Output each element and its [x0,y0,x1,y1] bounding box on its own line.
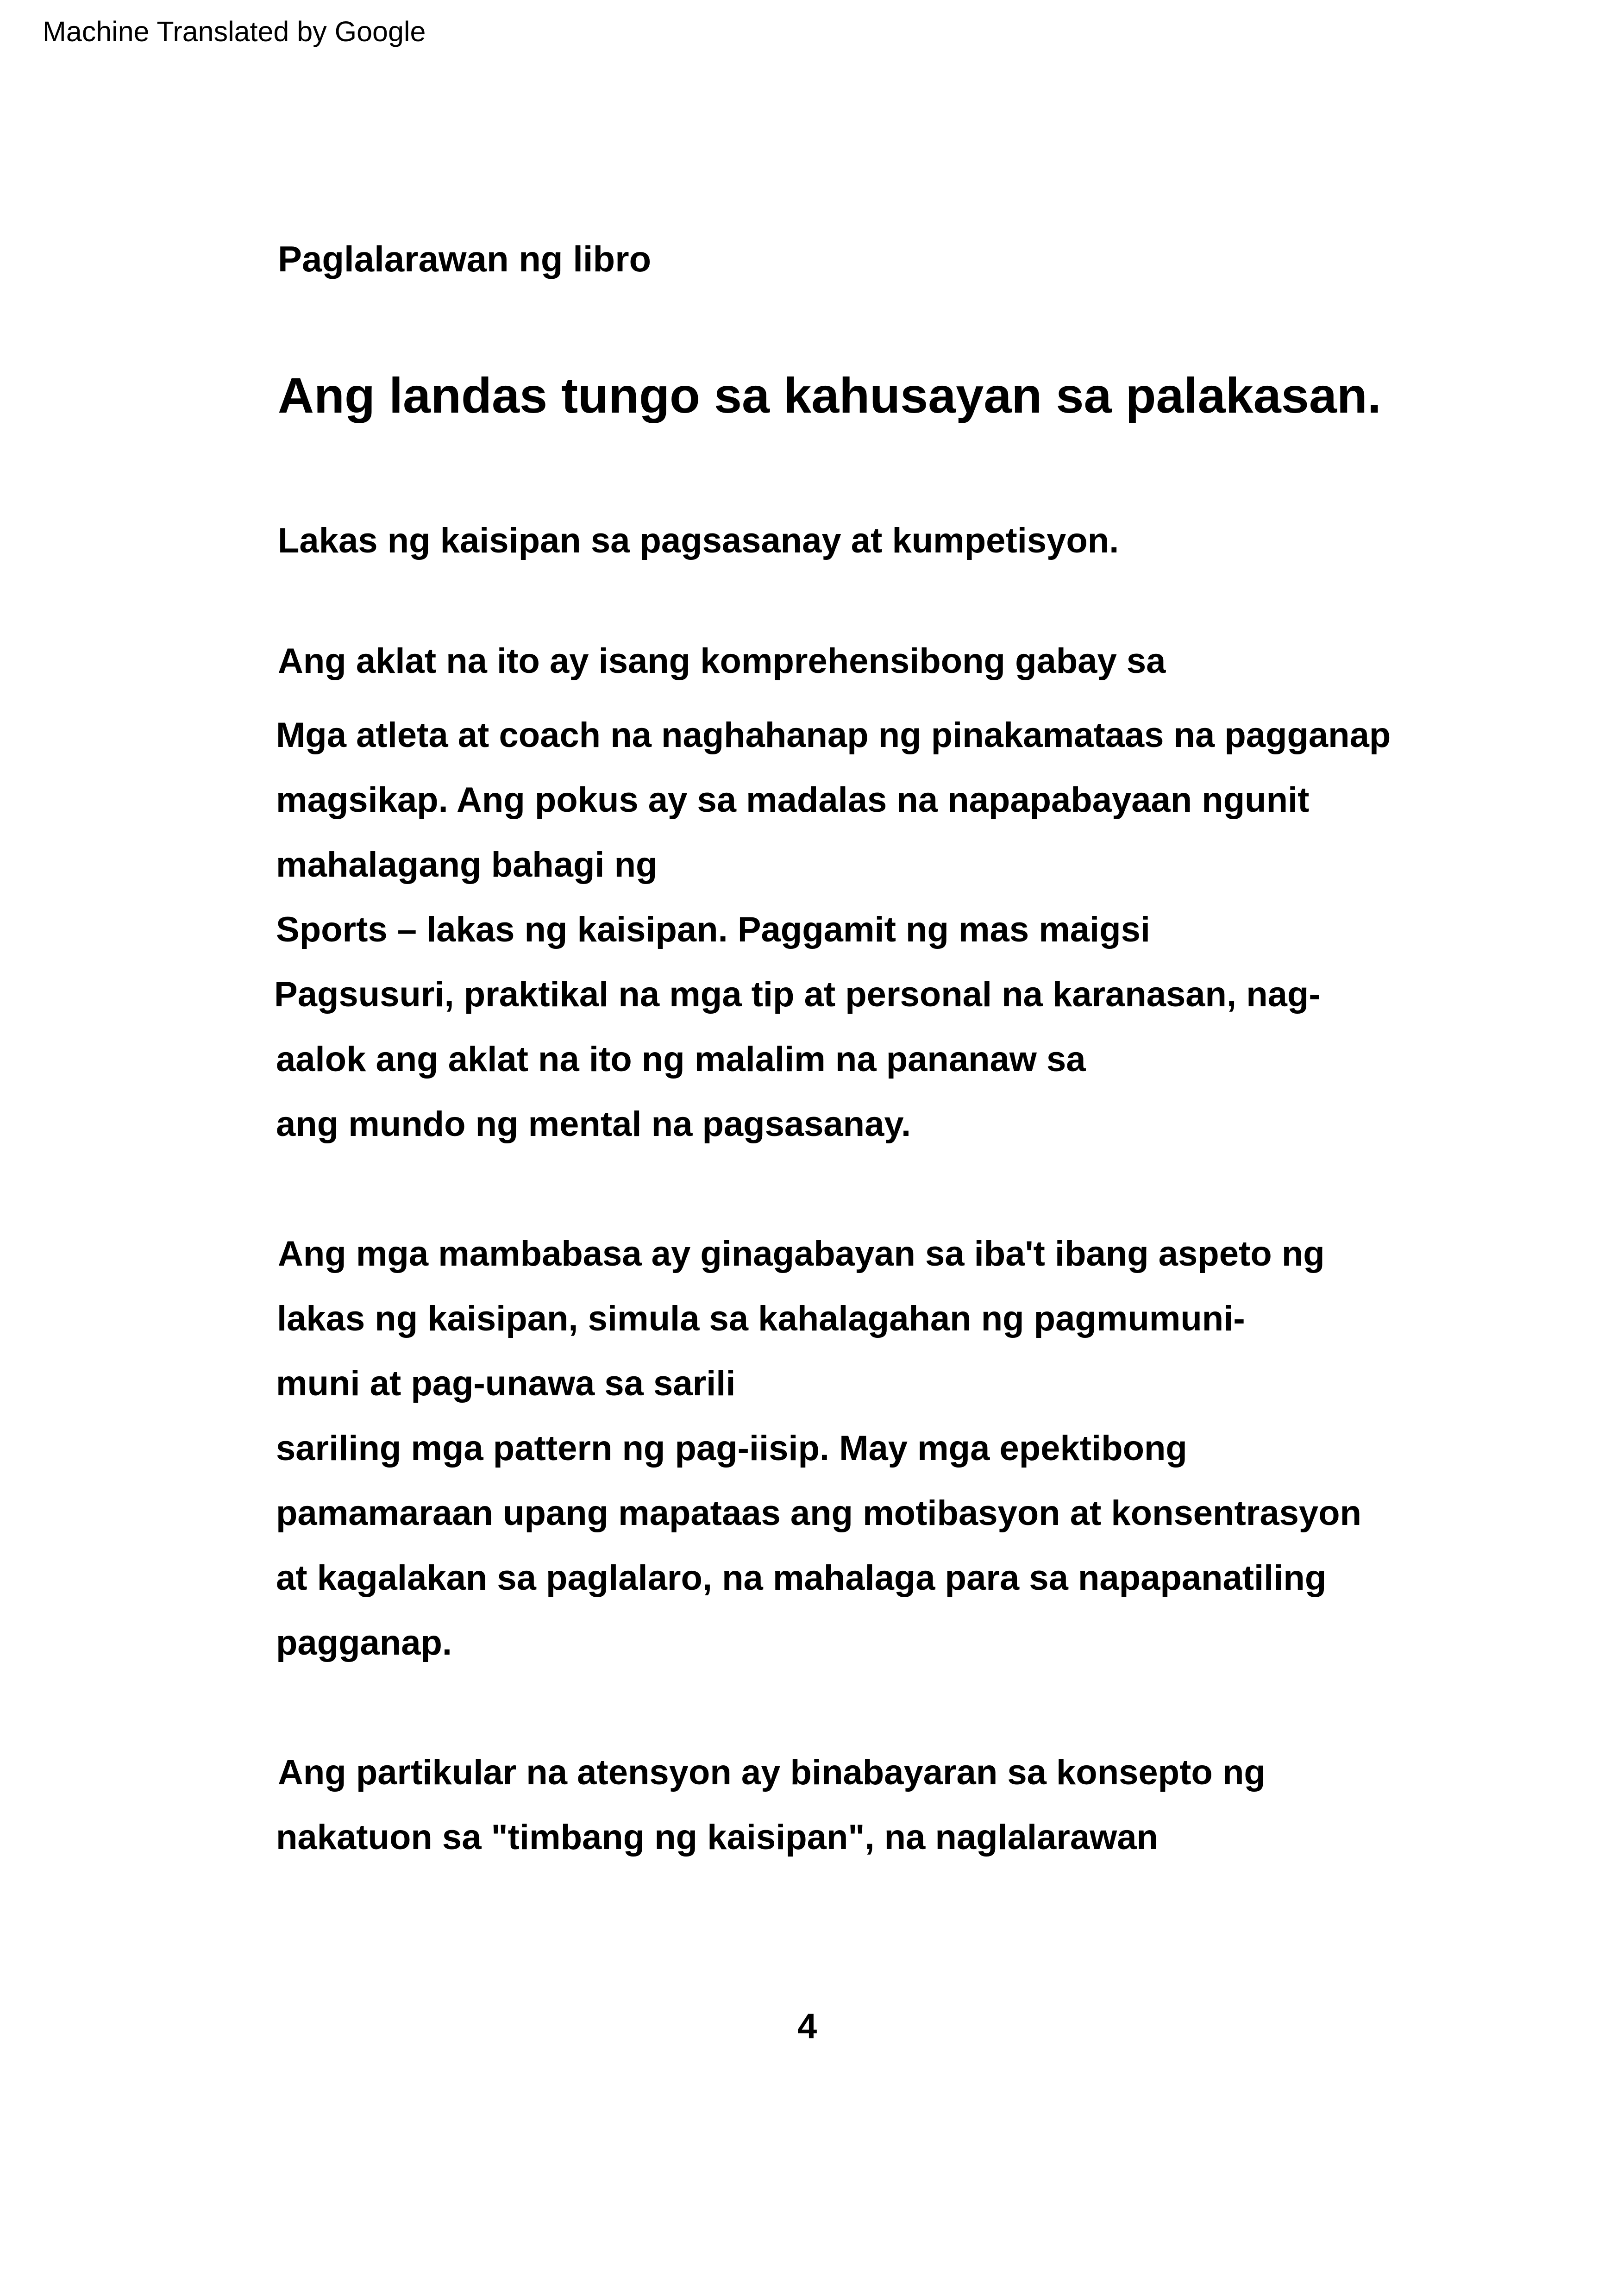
paragraph-line: pamamaraan upang mapataas ang motibasyon at konsentrasyon [276,1493,1362,1533]
paragraph-line: magsikap. Ang pokus ay sa madalas na napapabayaan ngunit [276,780,1310,820]
paragraph-line: lakas ng kaisipan, simula sa kahalagahan ng pagmumuni- [277,1299,1245,1338]
paragraph-line: nakatuon sa "timbang ng kaisipan", na naglalarawan [276,1818,1158,1857]
page-number: 4 [797,2007,817,2046]
section-label: Paglalarawan ng libro [278,238,652,279]
paragraph-line: Ang partikular na atensyon ay binabayaran sa konsepto ng [278,1753,1266,1792]
machine-translation-notice: Machine Translated by Google [43,16,426,47]
paragraph-line: Pagsusuri, praktikal na mga tip at personal na karanasan, nag- [274,975,1321,1014]
paragraph-line: sariling mga pattern ng pag-iisip. May mga epektibong [276,1429,1187,1468]
paragraph-line: Ang aklat na ito ay isang komprehensibong gabay sa [278,641,1166,681]
document-subtitle: Lakas ng kaisipan sa pagsasanay at kumpetisyon. [278,521,1119,560]
paragraph-line: Mga atleta at coach na naghahanap ng pinakamataas na pagganap [276,715,1391,755]
paragraph-line: Sports – lakas ng kaisipan. Paggamit ng mas maigsi [276,910,1150,949]
paragraph-line: mahalagang bahagi ng [276,845,658,885]
paragraph-line: pagganap. [276,1623,452,1662]
paragraph-line: ang mundo ng mental na pagsasanay. [276,1104,911,1144]
document-title: Ang landas tungo sa kahusayan sa palakasan. [278,367,1381,423]
paragraph-line: at kagalakan sa paglalaro, na mahalaga para sa napapanatiling [276,1558,1327,1598]
paragraph-line: Ang mga mambabasa ay ginagabayan sa iba't ibang aspeto ng [278,1234,1325,1273]
paragraph-line: aalok ang aklat na ito ng malalim na pananaw sa [276,1040,1086,1079]
paragraph-line: muni at pag-unawa sa sarili [276,1364,736,1403]
